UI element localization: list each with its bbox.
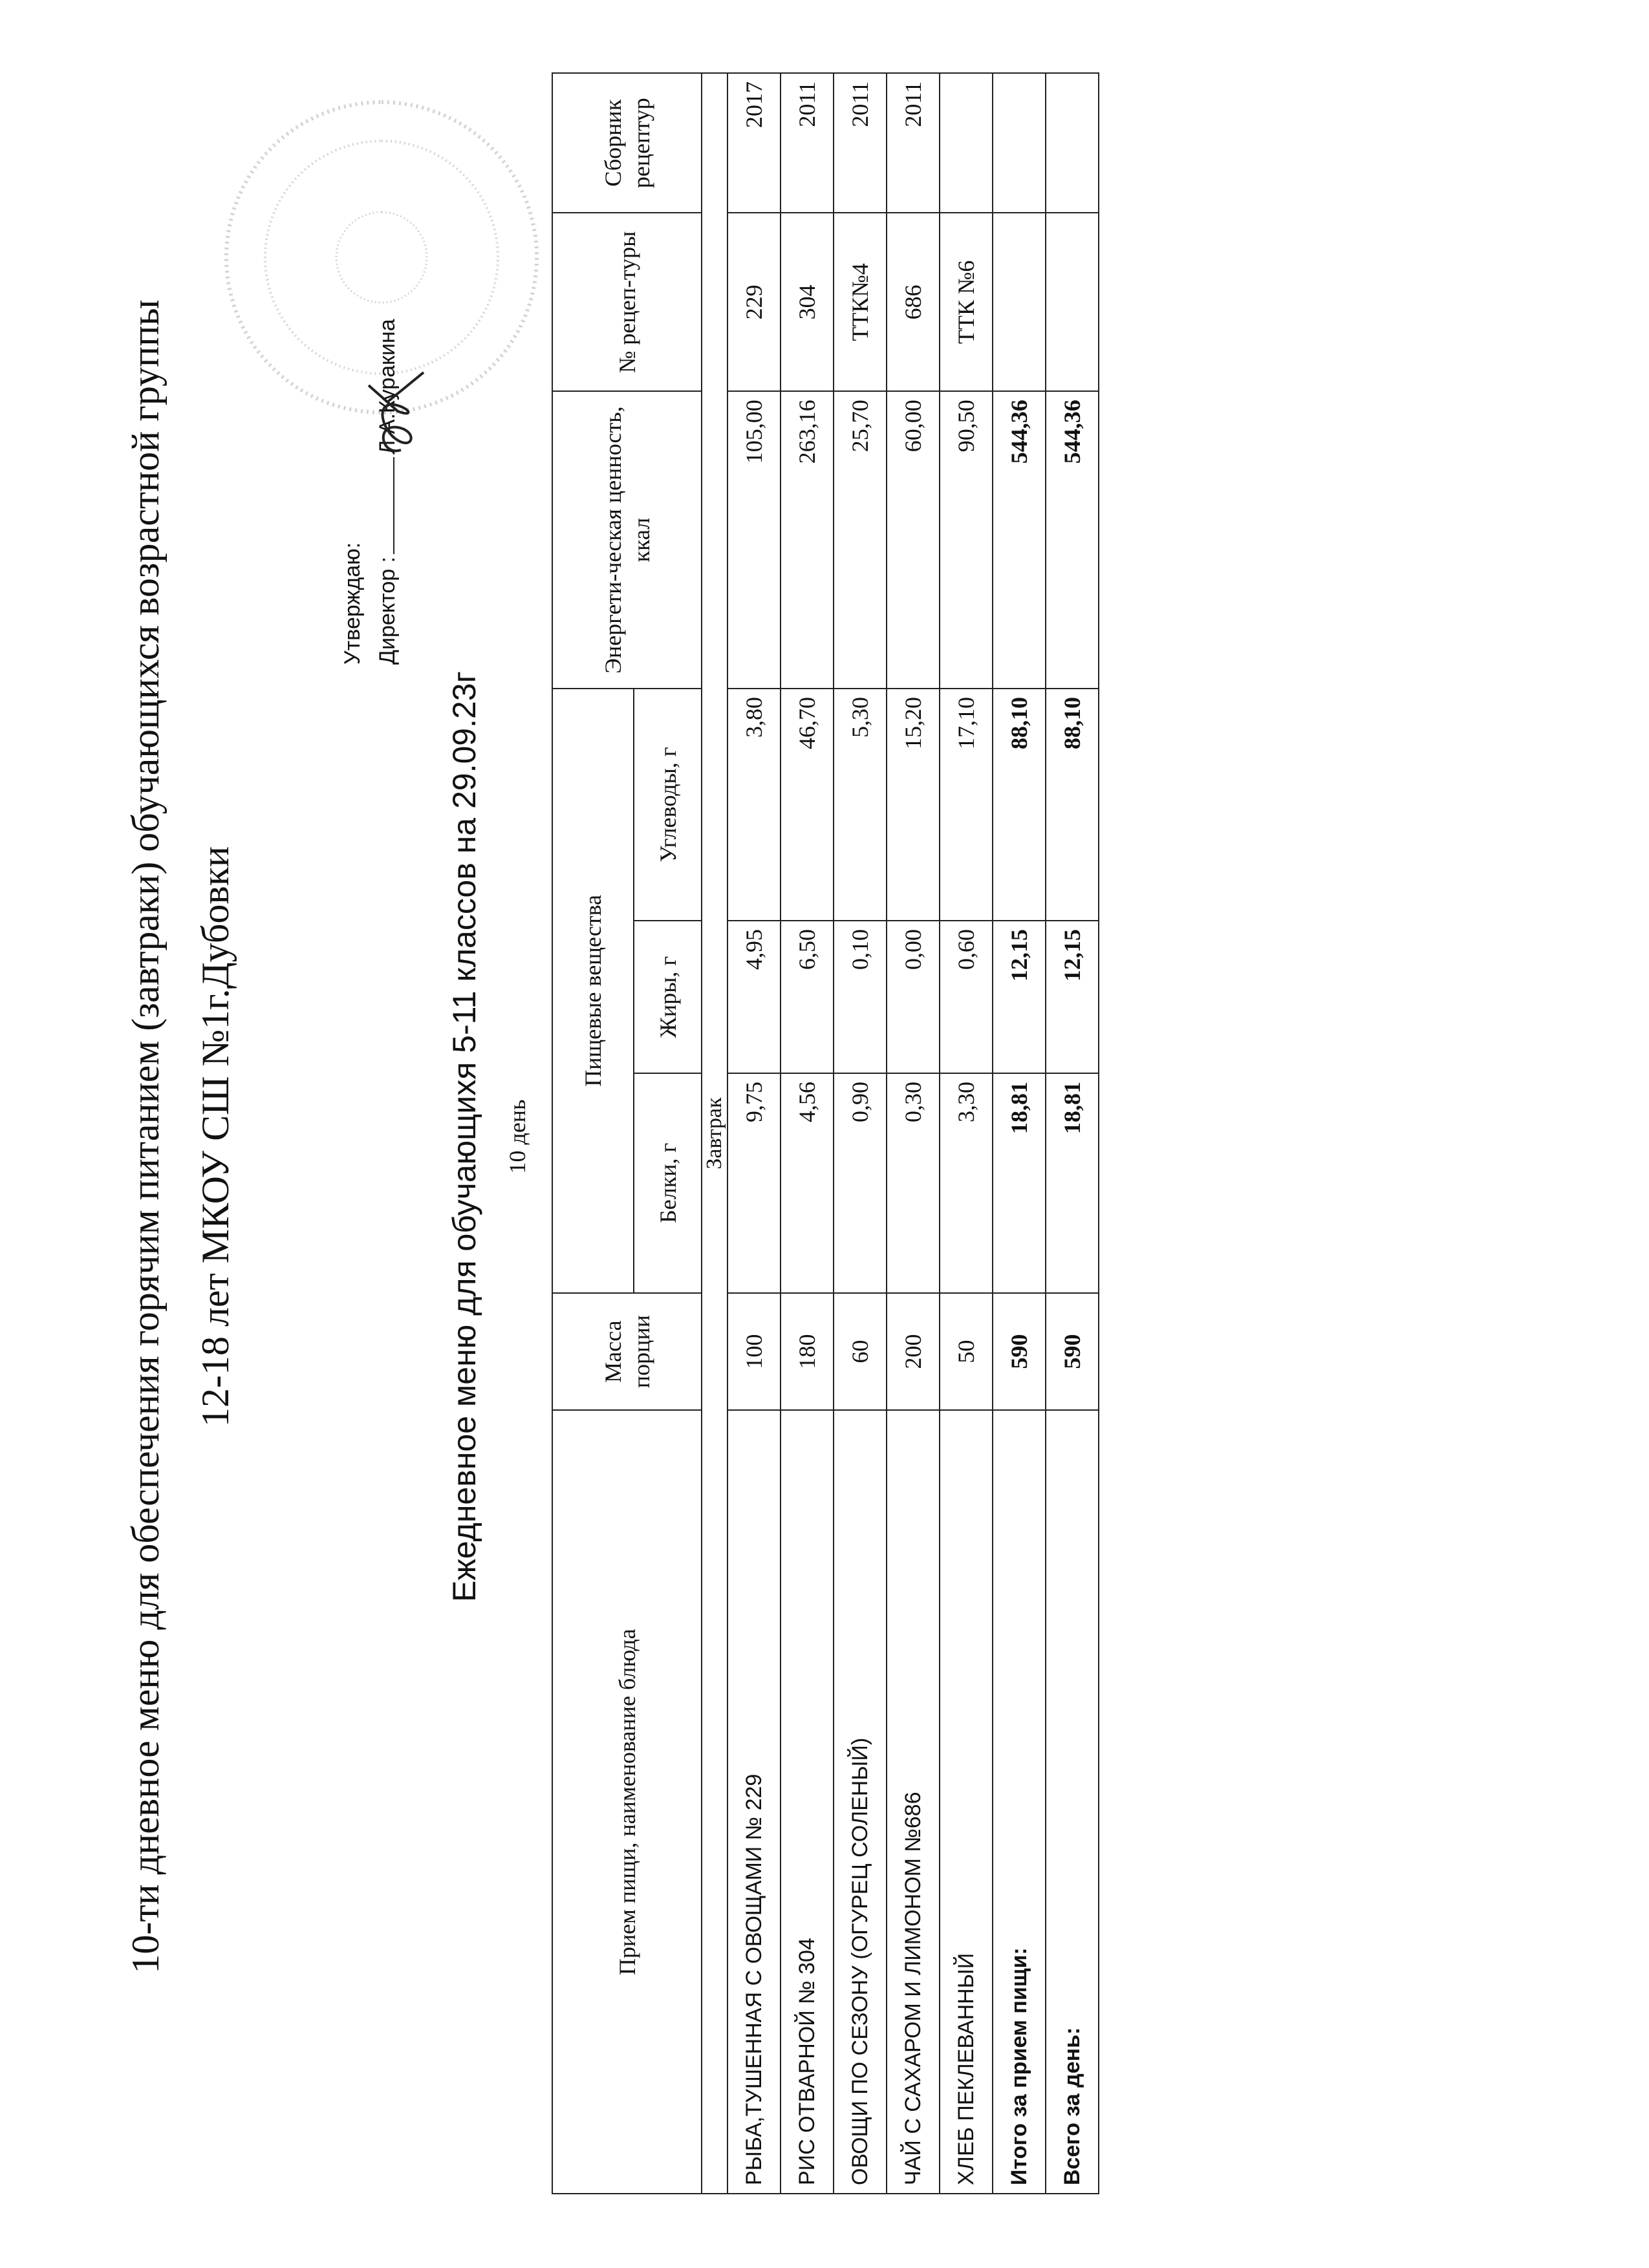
table-row: [834, 73, 887, 2194]
approve-label: Утверждаю:: [340, 542, 365, 665]
fat-value: 0,60: [940, 921, 993, 1073]
header-fat: Жиры, г: [634, 921, 702, 1073]
portion-mass: 180: [781, 1293, 834, 1411]
recipe-collection: [940, 73, 993, 213]
table-row: [940, 73, 993, 2194]
total-mass: 590: [1046, 1293, 1099, 1411]
carbs-value: 46,70: [781, 689, 834, 921]
director-label: Директор :: [375, 557, 400, 665]
recipe-number: 304: [781, 213, 834, 391]
header-carbs: Углеводы, г: [634, 689, 702, 921]
recipe-collection: 2011: [887, 73, 940, 213]
protein-value: 4,56: [781, 1073, 834, 1293]
subtotal-fat: 12,15: [993, 921, 1046, 1073]
table-header-row-1: [552, 73, 634, 2194]
header-portion-mass: Масса порции: [552, 1293, 702, 1411]
empty-cell: [993, 73, 1046, 213]
protein-value: 3,30: [940, 1073, 993, 1293]
total-label: Всего за день:: [1046, 1410, 1099, 2194]
recipe-collection: 2011: [834, 73, 887, 213]
total-row: [1046, 73, 1099, 2194]
protein-value: 0,90: [834, 1073, 887, 1293]
subtotal-mass: 590: [993, 1293, 1046, 1411]
energy-value: 25,70: [834, 391, 887, 689]
table-row: [887, 73, 940, 2194]
portion-mass: 50: [940, 1293, 993, 1411]
dish-name: ЧАЙ С САХАРОМ И ЛИМОНОМ №686: [887, 1410, 940, 2194]
recipe-number: ТТК№4: [834, 213, 887, 391]
recipe-number: 686: [887, 213, 940, 391]
portion-mass: 200: [887, 1293, 940, 1411]
fat-value: 4,95: [727, 921, 781, 1073]
day-label: 10 день: [504, 1099, 530, 1174]
recipe-collection: 2017: [727, 73, 781, 213]
empty-cell: [993, 213, 1046, 391]
header-energy: Энергети-ческая ценность, ккал: [552, 391, 702, 689]
subtotal-energy: 544,36: [993, 391, 1046, 689]
dish-name: РЫБА,ТУШЕННАЯ С ОВОЩАМИ № 229: [727, 1410, 781, 2194]
total-fat: 12,15: [1046, 921, 1099, 1073]
document-title-line-1: 10-ти дневное меню для обеспечения горячим питанием (завтраки) обучающихся возрастной группы: [124, 299, 167, 1974]
total-carbs: 88,10: [1046, 689, 1099, 921]
subtotal-row: [993, 73, 1046, 2194]
header-dish-name: Прием пищи, наименование блюда: [552, 1410, 702, 2194]
section-row: [702, 73, 727, 2194]
energy-value: 60,00: [887, 391, 940, 689]
table-row: [781, 73, 834, 2194]
portion-mass: 60: [834, 1293, 887, 1411]
protein-value: 9,75: [727, 1073, 781, 1293]
energy-value: 263,16: [781, 391, 834, 689]
header-recipe-number: № рецеп-туры: [552, 213, 702, 391]
fat-value: 6,50: [781, 921, 834, 1073]
table-row: [727, 73, 781, 2194]
recipe-number: 229: [727, 213, 781, 391]
fat-value: 0,00: [887, 921, 940, 1073]
menu-table: [552, 72, 1099, 2194]
signature-line: [374, 457, 394, 554]
recipe-collection: 2011: [781, 73, 834, 213]
subtotal-protein: 18,81: [993, 1073, 1046, 1293]
empty-cell: [1046, 213, 1099, 391]
daily-menu-title: Ежедневное меню для обучающихя 5-11 классов на 29.09.23г: [446, 671, 482, 1602]
header-recipe-collection: Сборник рецептур: [552, 73, 702, 213]
protein-value: 0,30: [887, 1073, 940, 1293]
total-energy: 544,36: [1046, 391, 1099, 689]
recipe-number: ТТК №6: [940, 213, 993, 391]
total-protein: 18,81: [1046, 1073, 1099, 1293]
dish-name: ХЛЕБ ПЕКЛЕВАННЫЙ: [940, 1410, 993, 2194]
document-title-line-2: 12-18 лет МКОУ СШ №1г.Дубовки: [194, 846, 237, 1427]
carbs-value: 15,20: [887, 689, 940, 921]
energy-value: 90,50: [940, 391, 993, 689]
carbs-value: 17,10: [940, 689, 993, 921]
section-label: Завтрак: [702, 73, 727, 2194]
carbs-value: 3,80: [727, 689, 781, 921]
fat-value: 0,10: [834, 921, 887, 1073]
subtotal-label: Итого за прием пищи:: [993, 1410, 1046, 2194]
director-name: Л.А.Куракина: [375, 319, 400, 455]
dish-name: РИС ОТВАРНОЙ № 304: [781, 1410, 834, 2194]
header-protein: Белки, г: [634, 1073, 702, 1293]
carbs-value: 5,30: [834, 689, 887, 921]
energy-value: 105,00: [727, 391, 781, 689]
subtotal-carbs: 88,10: [993, 689, 1046, 921]
portion-mass: 100: [727, 1293, 781, 1411]
header-nutrients: Пищевые вещества: [552, 689, 634, 1293]
empty-cell: [1046, 73, 1099, 213]
handwritten-signature: [362, 366, 433, 463]
dish-name: ОВОЩИ ПО СЕЗОНУ (ОГУРЕЦ СОЛЕНЫЙ): [834, 1410, 887, 2194]
